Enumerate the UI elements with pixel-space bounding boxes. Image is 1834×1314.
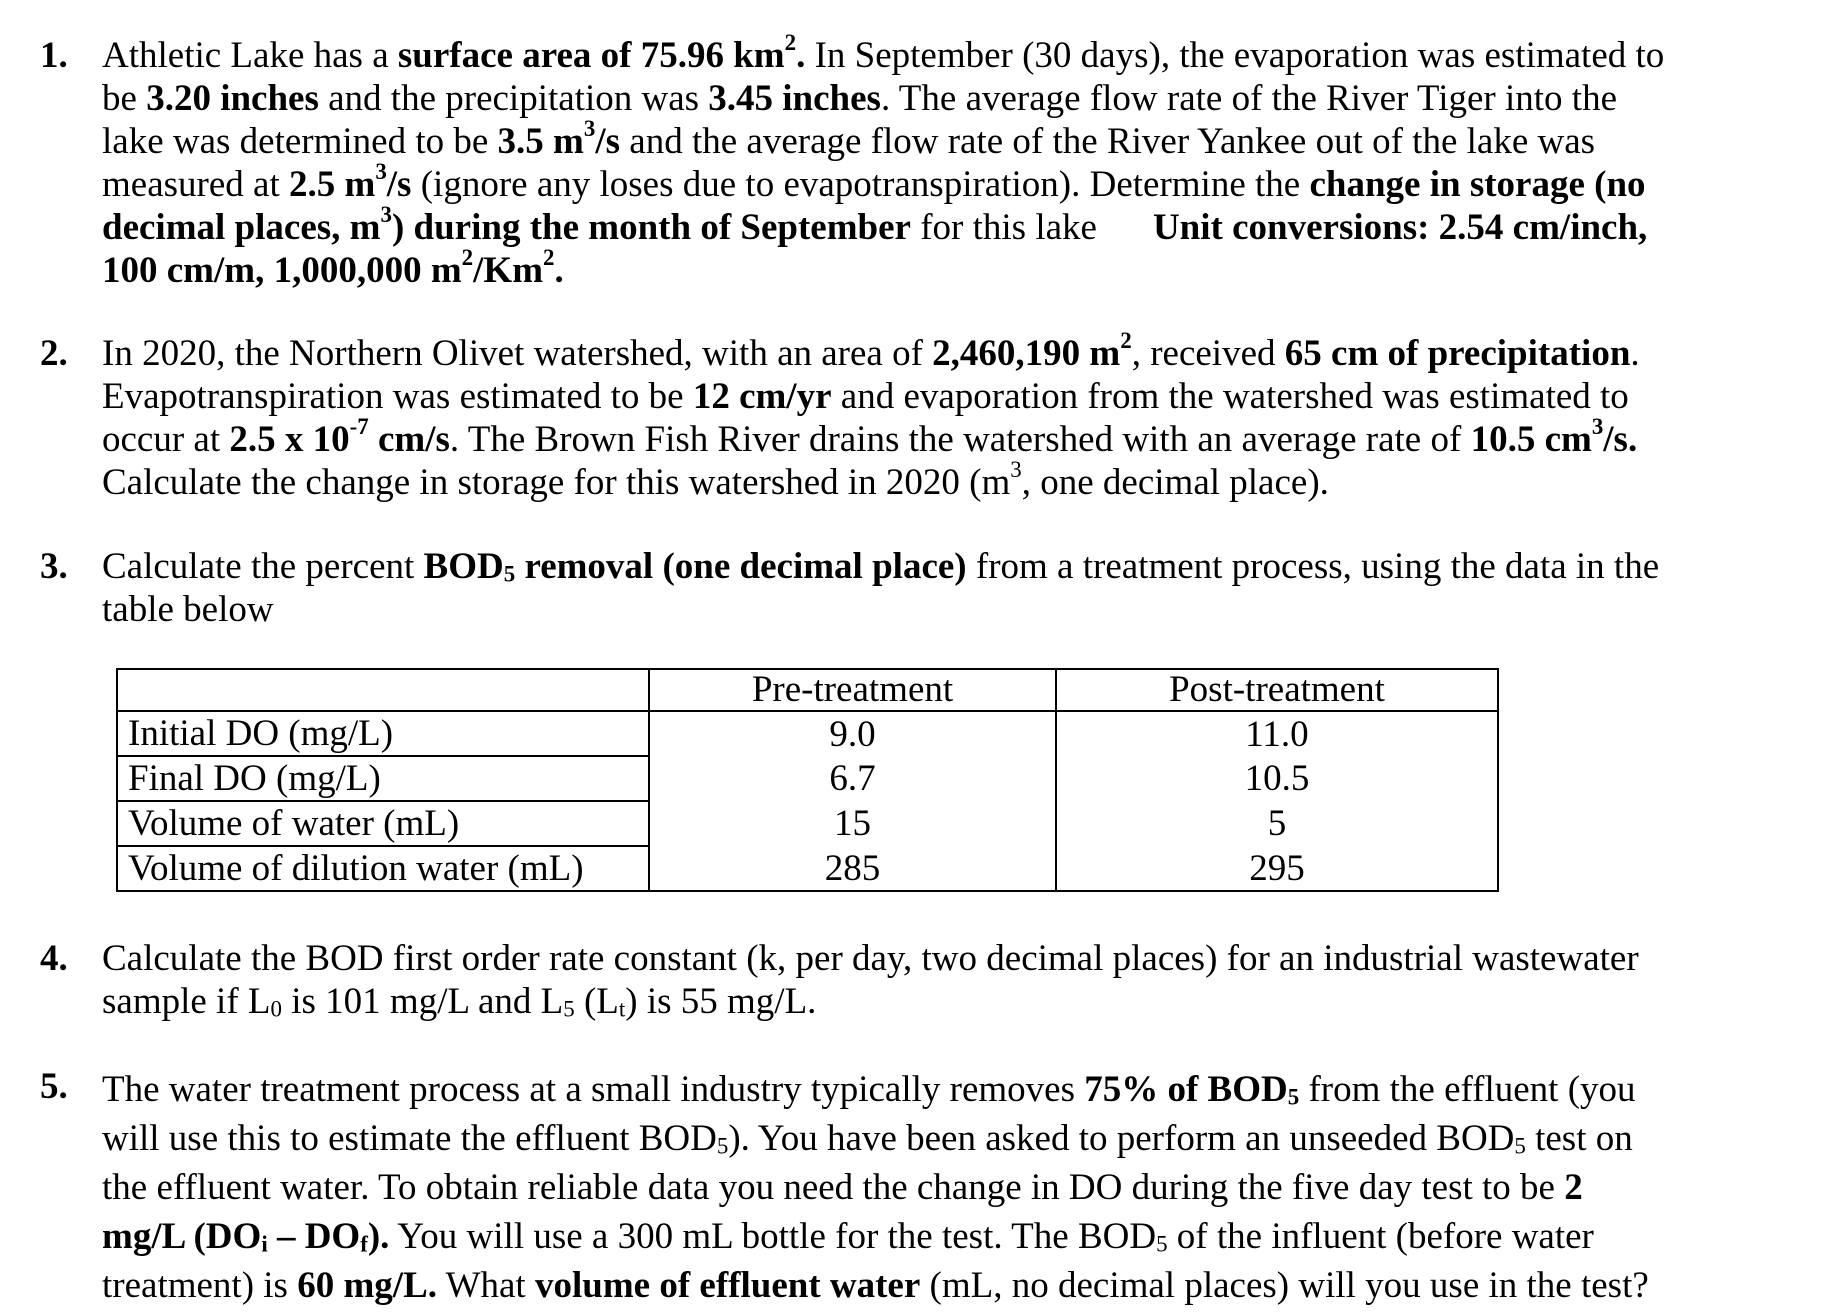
- text: What: [437, 1265, 535, 1306]
- bold-text: 2.5 x 10: [229, 419, 350, 460]
- pre-treatment-value: 9.0: [649, 711, 1056, 756]
- bold-text: /s: [595, 121, 621, 162]
- text: Athletic Lake has a: [102, 35, 398, 76]
- bold-text: 2: [1564, 1167, 1583, 1208]
- text: (mL, no decimal places) will you use in the test?: [920, 1265, 1649, 1306]
- text: .: [1630, 333, 1640, 374]
- question-text: [102, 1065, 1800, 1310]
- subscript: 5: [1514, 1133, 1526, 1159]
- superscript: -7: [349, 413, 369, 439]
- bold-text: 100 cm/m, 1,000,000 m: [102, 250, 462, 291]
- question-4: [40, 937, 1800, 1023]
- superscript: 2: [543, 244, 555, 270]
- bold-text: /s.: [1603, 419, 1638, 460]
- row-label: Initial DO (mg/L): [117, 711, 649, 756]
- text: In 2020, the Northern Olivet watershed, with an area of: [102, 333, 933, 374]
- text: and evaporation from the watershed was estimated to: [831, 376, 1629, 417]
- bold-text: 3.45 inches: [708, 78, 881, 119]
- question-2: [40, 327, 1800, 504]
- table-header-cell: Pre-treatment: [649, 669, 1056, 711]
- bold-text: 2,460,190 m: [932, 333, 1121, 374]
- text: ) is 55 mg/L.: [625, 981, 817, 1022]
- bold-text: ) during the month of September: [391, 207, 911, 248]
- subscript: i: [261, 1231, 268, 1257]
- bold-text: cm/s: [368, 419, 450, 460]
- bold-text: 3.5 m: [497, 121, 584, 162]
- text: (L: [574, 981, 619, 1022]
- text: lake was determined to be: [102, 121, 498, 162]
- pre-treatment-value: 285: [649, 846, 1056, 891]
- question-1: [40, 29, 1800, 292]
- bold-text: surface area of 75.96 km: [397, 35, 785, 76]
- pre-treatment-value: 15: [649, 801, 1056, 846]
- bold-text: 2.5 m: [288, 164, 376, 205]
- bold-text: .: [554, 250, 564, 291]
- bold-text: BOD: [423, 546, 504, 587]
- text: table below: [102, 589, 274, 630]
- subscript: 0: [270, 996, 282, 1022]
- table-row: [117, 846, 1498, 891]
- bod-data-table: [116, 668, 1499, 892]
- bold-text: /Km: [473, 250, 544, 291]
- superscript: 3: [1591, 413, 1604, 439]
- text: , one decimal place).: [1021, 462, 1329, 503]
- table-row: [117, 801, 1498, 846]
- question-number: 4.: [40, 938, 68, 979]
- bold-text: 12 cm/yr: [692, 376, 832, 417]
- table-header-cell: Post-treatment: [1056, 669, 1498, 711]
- row-label: Volume of water (mL): [117, 801, 649, 846]
- question-text: [102, 937, 1800, 1023]
- text: from the effluent (you: [1299, 1069, 1636, 1110]
- question-number: 3.: [40, 546, 68, 587]
- superscript: 3: [375, 158, 387, 184]
- question-text: [102, 545, 1800, 631]
- text: the effluent water. To obtain reliable data you need the change in DO during the five day test to be: [102, 1167, 1565, 1208]
- superscript: 3: [1010, 456, 1022, 482]
- text: . The average flow rate of the River Tiger into the: [880, 78, 1617, 119]
- question-5: [40, 1065, 1800, 1310]
- text: will use this to estimate the effluent BOD: [102, 1118, 717, 1159]
- bold-text: 3.20 inches: [146, 78, 319, 119]
- subscript: 5: [1156, 1231, 1168, 1257]
- bold-text: ).: [367, 1216, 390, 1257]
- bold-text: change in storage (no: [1309, 164, 1646, 205]
- question-number: 5.: [40, 1066, 68, 1107]
- text: of the influent (before water: [1167, 1216, 1594, 1257]
- superscript: 2: [461, 244, 474, 270]
- text: treatment) is: [102, 1265, 298, 1306]
- unit-conversions: Unit conversions: 2.54 cm/inch,: [1152, 207, 1648, 248]
- bold-text: – DO: [267, 1216, 361, 1257]
- post-treatment-value: 295: [1056, 846, 1498, 891]
- question-3: [40, 545, 1800, 631]
- text: ). You have been asked to perform an unseeded BOD: [728, 1118, 1515, 1159]
- superscript: 2: [1120, 327, 1132, 353]
- subscript: f: [360, 1231, 368, 1257]
- row-label: Volume of dilution water (mL): [117, 846, 649, 891]
- bold-text: 10.5 cm: [1470, 419, 1592, 460]
- text: for this lake: [910, 207, 1097, 248]
- superscript: 2: [784, 29, 797, 55]
- text: Calculate the percent: [102, 546, 424, 587]
- subscript: 5: [563, 996, 575, 1022]
- table-row: [117, 756, 1498, 801]
- subscript: 5: [716, 1133, 729, 1159]
- text: be: [102, 78, 147, 119]
- bold-text: 60 mg/L.: [297, 1265, 437, 1306]
- question-number: 1.: [40, 35, 68, 76]
- text: Calculate the BOD first order rate constant (k, per day, two decimal places) for an industrial wastewater: [102, 938, 1639, 979]
- question-text: [102, 29, 1800, 292]
- question-text: [102, 327, 1800, 504]
- text: You will use a 300 mL bottle for the test. The BOD: [389, 1216, 1157, 1257]
- table-header-row: [117, 669, 1498, 711]
- bold-text: 75% of BOD: [1084, 1069, 1288, 1110]
- table-row: [117, 711, 1498, 756]
- bold-text: .: [796, 35, 806, 76]
- text: measured at: [102, 164, 289, 205]
- text: and the average flow rate of the River Yankee out of the lake was: [620, 121, 1596, 162]
- subscript: 5: [1287, 1084, 1300, 1110]
- row-label: Final DO (mg/L): [117, 756, 649, 801]
- text: is 101 mg/L and L: [281, 981, 564, 1022]
- post-treatment-value: 10.5: [1056, 756, 1498, 801]
- bold-text: /s: [386, 164, 412, 205]
- bold-text: removal (one decimal place): [515, 546, 967, 587]
- post-treatment-value: 5: [1056, 801, 1498, 846]
- text: and the precipitation was: [318, 78, 709, 119]
- text: In September (30 days), the evaporation was estimated to: [805, 35, 1665, 76]
- text: Calculate the change in storage for this watershed in 2020 (m: [102, 462, 1011, 503]
- text: , received: [1131, 333, 1285, 374]
- bold-text: decimal places, m: [102, 207, 381, 248]
- text: The water treatment process at a small industry typically removes: [102, 1069, 1085, 1110]
- question-number: 2.: [40, 333, 68, 374]
- bold-text: volume of effluent water: [534, 1265, 921, 1306]
- text: Evapotranspiration was estimated to be: [102, 376, 693, 417]
- text: from a treatment process, using the data in the: [966, 546, 1660, 587]
- superscript: 3: [583, 115, 596, 141]
- text: occur at: [102, 419, 230, 460]
- subscript: t: [618, 996, 626, 1022]
- table-header-cell: [117, 669, 649, 711]
- bold-text: mg/L (DO: [102, 1216, 262, 1257]
- text: test on: [1525, 1118, 1633, 1159]
- post-treatment-value: 11.0: [1056, 711, 1498, 756]
- text: . The Brown Fish River drains the watershed with an average rate of: [449, 419, 1471, 460]
- text: sample if L: [102, 981, 271, 1022]
- pre-treatment-value: 6.7: [649, 756, 1056, 801]
- bold-text: 65 cm of precipitation: [1284, 333, 1631, 374]
- superscript: 3: [380, 201, 392, 227]
- text: (ignore any loses due to evapotranspiration). Determine the: [411, 164, 1310, 205]
- subscript: 5: [503, 561, 516, 587]
